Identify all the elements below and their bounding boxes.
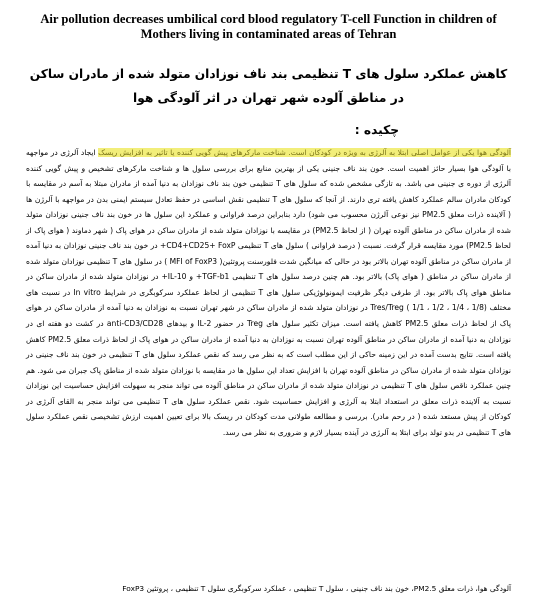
abstract-body: ایجاد آلرژی در مواجهه با آلودگی هوا بسیار حائز اهمیت است. خون بند ناف جنینی یکی از بهترین منابع برای بررسی سلول ها و شناخت مارکرهای تشخیص و پیش گویی کننده آلرژی از دوره ی جنینی می باشد. به تازگی مشخص شده که سلول های T تنظیمی خون بند ناف نوزادان به دنیا آمده از مادران مبتلا به آسم در مقایسه با کودکان مادران سالم عملکرد کاهش یافته تری دارند. از آنجا که سلول های T تنظیمی نقش اساسی در حفظ تعادل سیستم ایمنی بدن در مواجهه با آلرژن ها ( آلاینده ذرات معلق PM2.5 نیز نوعی آلرژن محسوب می شود) دارد بنابراین درصد فراوانی و عملکرد این سلول ها در خون بند ناف جنینی نوزادان متولد شده از مادران ساکن در مناطق آلوده تهران ( از لحاظ PM2.5) در مقایسه با نوزادان متولد شده از مادران ساکن در هوای پاک ( شهر دماوند ( هوای پاک از لحاظ PM2.5) مورد مقایسه قرار گرفت. نسبت ( درصد فراوانی ) سلول های T تنظیمی CD4+CD25+ FoxP+ در خون بند ناف جنینی نوزادان به دنیا آمده از مادران ساکن در مناطق آلوده تهران بالاتر بود در حالی که میانگین شدت فلورسنت پروتئین( MFI of FoxP3 ) در سلول های T تنظیمی نوزادان متولد شده از مادران ساکن در مناطق ( هوای پاک) بالاتر بود. هم چنین درصد سلول های T تنظیمی TGF-b1+ و IL-10+ در نوزادان متولد شده از مادران ساکن در مناطق هوای پاک بالاتر بود. از طرفی دیگر ظرفیت ایمونولوژیکی سلول های T تنظیمی از لحاظ عملکرد سرکوبگری در شرایط In vitro در نسبت های مختلف Tres/Treg ( 1/1 ، 1/2 ، 1/4 ، 1/8) در نوزادان متولد شده از مادران ساکن در شهر تهران نسبت به نوزادان به دنیا آمده از مادران ساکن در هوای پاک از لحاظ ذرات معلق PM2.5 کاهش یافته است. میزان تکثیر سلول های Treg در حضور IL-2 و بیدهای anti-CD3/CD28 در کشت دو هفته ای در نوزادان به دنیا آمده از مادران ساکن در مناطق آلوده تهران نسبت به نوزادان به دنیا آمده از مادران ساکن در هوای پاک از لحاظ ذرات معلق PM2.5 کاهش یافته است. نتایج بدست آمده در این زمینه حاکی از این مطلب است که به نظر می رسد که نقص عملکرد سلول های T تنظیمی در خون بند ناف جنینی در نوزادان متولد شده از مادران ساکن در مناطق آلوده تهران با افزایش تعداد این سلول ها در مقایسه با نوزادان متولد شده از مناطق پاک جبران می شود. هم چنین عملکرد ناقص سلول های T تنظیمی در نوزادان متولد شده از مادران ساکن در مناطق آلوده می تواند منجر به سهولت افزایش حساسیت این نوزادان نسبت به آلاینده ذرات معلق در استعداد ابتلا به آلرژی و افزایش حساسیت شود. نقص عملکرد سلول های T تنظیمی می تواند منجر به القای آلرژی در کودکان از پیش مستعد شده ( در رحم مادر). بررسی و مطالعه طولانی مدت کودکان در ریسک بالا برای تعیین اهمیت ارزش تشخیصی نقص عملکرد سلول های T تنظیمی در بدو تولد برای ابتلا به آلرژی در آینده بسیار لازم و ضروری به نظر می رسد. bbox=[26, 148, 511, 437]
abstract-text bbox=[26, 145, 511, 440]
abstract-heading: چکیده : bbox=[354, 123, 399, 137]
highlighted-text: آلودگی هوا یکی از عوامل اصلی ابتلا به آلرژی به ویژه در کودکان است. شناخت مارکرهای پیش گویی کننده یا تاثیر به افزایش ریسک bbox=[98, 148, 511, 157]
persian-title: کاهش عملکرد سلول های T تنظیمی بند ناف نوزادان متولد شده از مادران ساکن در مناطق آلوده شهر تهران در اثر آلودگی هوا bbox=[29, 67, 508, 105]
keywords: آلودگی هوا، ذرات معلق PM2.5، خون بند ناف جنینی ، سلول T تنظیمی ، عملکرد سرکوبگری سلول T تنظیمی ، پروتئین FoxP3 bbox=[122, 584, 511, 594]
english-title: Air pollution decreases umbilical cord blood regulatory T-cell Function in children of Mothers living in contaminated areas of Tehran bbox=[40, 12, 497, 41]
